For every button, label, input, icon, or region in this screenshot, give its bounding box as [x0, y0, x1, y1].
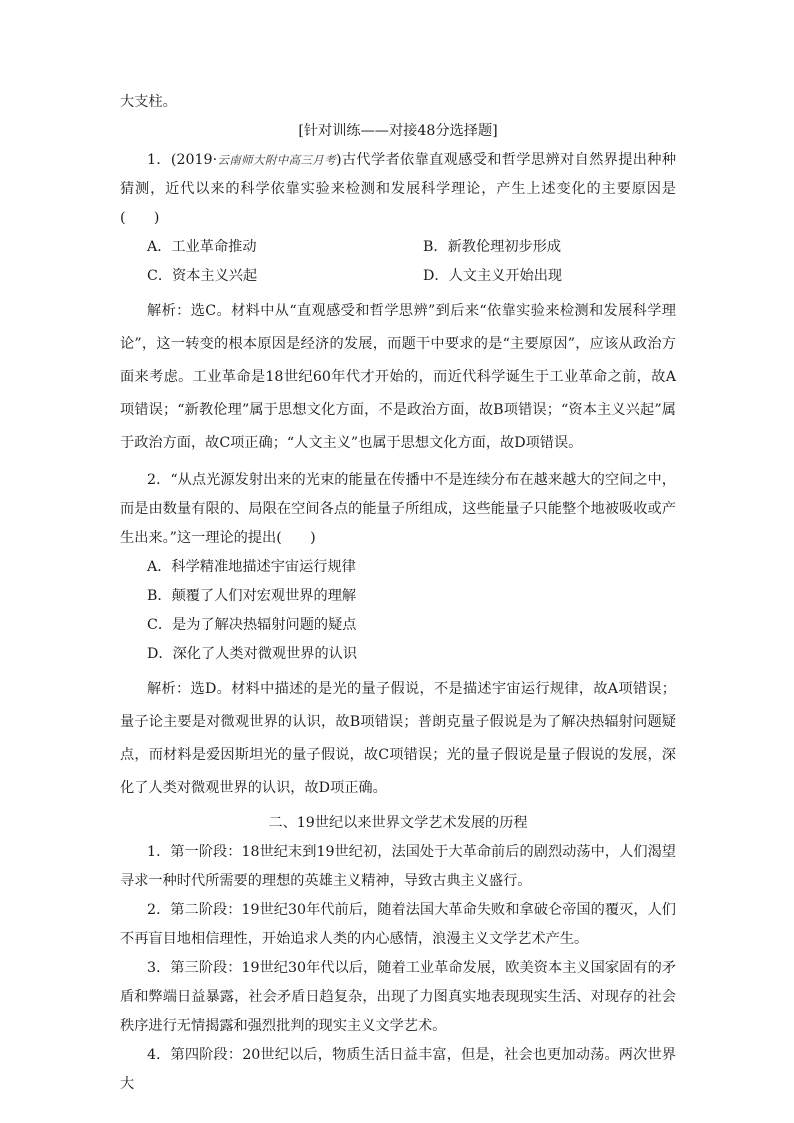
q1-year: 2019·: [176, 152, 218, 168]
q2-option-b: B．颠覆了人们对宏观世界的理解: [147, 588, 357, 604]
stage-list: [120, 838, 676, 1099]
q2-stem: 2．“从点光源发射出来的光束的能量在传播中不是连续分布在越来越大的空间之中，而是由数量有限的、局限在空间各点的能量子所组成，这些能量子只能整个地被吸收或产生出来。”这一理论的提出( ): [120, 472, 676, 546]
section-2-title: 二、19世纪以来世界文学艺术发展的历程: [268, 815, 528, 831]
q2-option-d: D．深化了人类对微观世界的认识: [147, 646, 358, 662]
q1-source: 云南师大附中高三月考: [217, 153, 336, 167]
q1-number: 1．(: [147, 152, 177, 168]
q1-option-c: C．资本主义兴起: [147, 268, 258, 284]
q1-stem-text: )古代学者依靠直观感受和哲学思辨对自然界提出种种猜测，近代以来的科学依靠实验来检测和发展科学理论，产生上述变化的主要原因是( ): [120, 152, 677, 226]
stage-item-2: 2．第二阶段：19世纪30年代前后，随着法国大革命失败和拿破仑帝国的覆灭，人们不再盲目地相信理性，开始追求人类的内心感情，浪漫主义文学艺术产生。: [120, 902, 676, 947]
q2-option-c: C．是为了解决热辐射问题的疑点: [147, 617, 357, 633]
stage-item-1: 1．第一阶段：18世纪末到19世纪初，法国处于大革命前后的剧烈动荡中，人们渴望寻求一种时代所需要的理想的英雄主义精神，导致古典主义盛行。: [120, 844, 676, 889]
question-1: [120, 146, 676, 460]
q1-explanation: 解析：选C。材料中从“直观感受和哲学思辨”到后来“依靠实验来检测和发展科学理论”，这一转变的根本原因是经济的发展，而题干中要求的是“主要原因”，应该从政治方面来考虑。工业革命是18世纪60年代才开始的，而近代科学诞生于工业革命之前，故A项错误；“新教伦理”属于思想文化方面，不是政治方面，故B项错误；“资本主义兴起”属于政治方面，故C项正确；“人文主义”也属于思想文化方面，故D项错误。: [120, 303, 676, 451]
top-fragment: 大支柱。: [120, 94, 177, 110]
q1-options-row-1: [120, 233, 676, 262]
q1-stem: [120, 146, 676, 233]
q1-option-d: D．人文主义开始出现: [423, 268, 563, 284]
practice-section-title: [针对训练——对接48分选择题]: [298, 123, 498, 139]
stage-item-4: 4．第四阶段：20世纪以后，物质生活日益丰富，但是，社会也更加动荡。两次世界大: [120, 1047, 676, 1092]
q1-options-row-2: [120, 262, 676, 291]
q2-option-a: A．科学精准地描述宇宙运行规律: [147, 559, 356, 575]
q1-option-b: B．新教伦理初步形成: [423, 239, 562, 255]
page-content: [120, 88, 676, 1099]
stage-item-3: 3．第三阶段：19世纪30年代以后，随着工业革命发展，欧美资本主义国家固有的矛盾和弊端日益暴露，社会矛盾日趋复杂，出现了力图真实地表现现实生活、对现存的社会秩序进行无情揭露和强烈批判的现实主义文学艺术。: [120, 960, 676, 1034]
q1-option-a: A．工业革命推动: [147, 239, 257, 255]
q2-explanation: 解析：选D。材料中描述的是光的量子假说，不是描述宇宙运行规律，故A项错误；量子论主要是对微观世界的认识，故B项错误；普朗克量子假说是为了解决热辐射问题疑点，而材料是爱因斯坦光的量子假说，故C项错误；光的量子假说是量子假说的发展，深化了人类对微观世界的认识，故D项正确。: [120, 681, 676, 796]
question-2: [120, 466, 676, 805]
